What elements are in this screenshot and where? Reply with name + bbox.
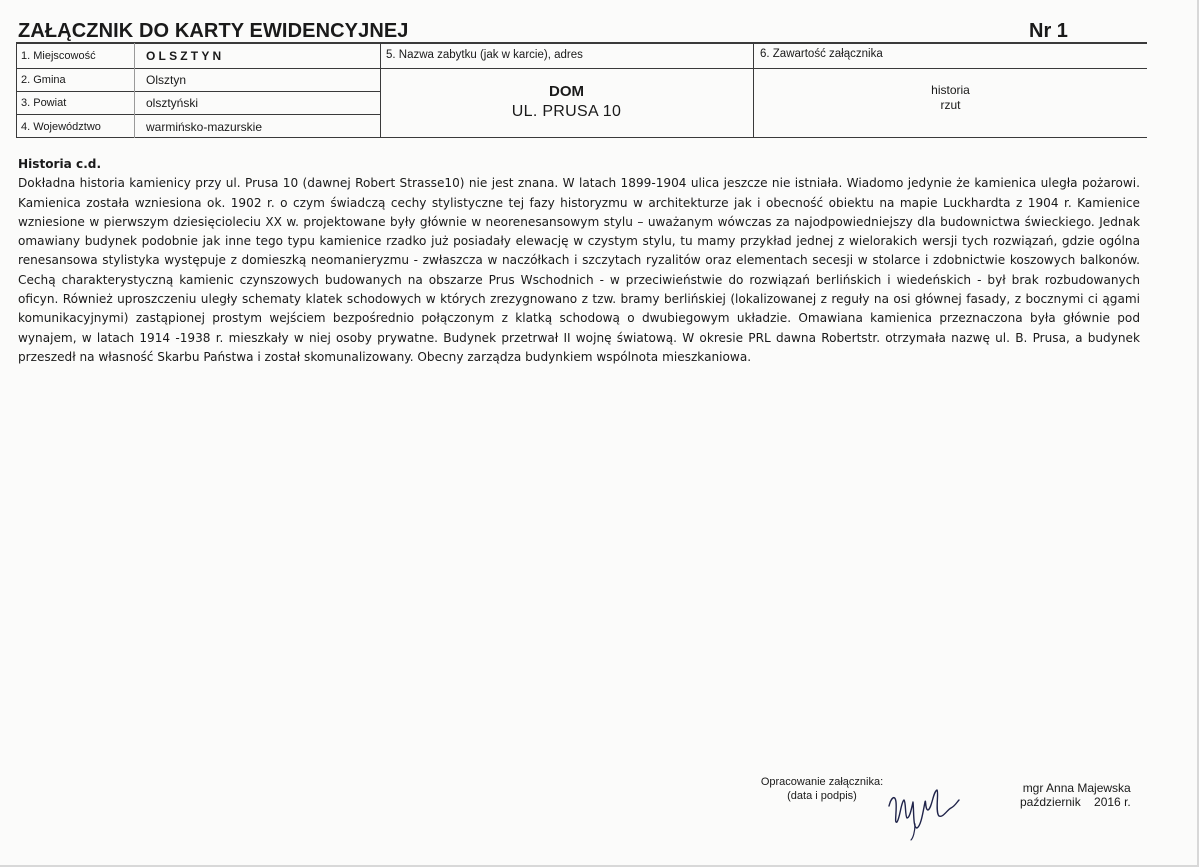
gmina-label: 2. Gmina xyxy=(21,74,66,86)
table-row-rule xyxy=(16,114,380,115)
author-name: mgr Anna Majewska xyxy=(1022,781,1131,795)
history-text: Dokładna historia kamienicy przy ul. Prusa 10 (dawnej Robert Strasse10) nie jest znana. W latach 1899-1904 ulica jeszcze nie istniała. Wiadomo jedynie że kamienica uległa pożarowi. Kamienica została wzniesiona ok. 1902 r. o czym świadczą cechy stylistyczne tej fazy historyzmu w architekturze jak i obecność obiektu na mapie Luckhardta z 1904 r. Kamienice wzniesione w pierwszym dziesięcioleciu XX w. projektowane były głównie w neorenesansowym stylu – uważanym wówczas za najodpowiedniejszy dla budownictwa świeckiego. Jednak omawiany budynek podobnie jak inne tego typu kamienice rzadko już posiadały elewację w czystym stylu, tu mamy przykład jednej z wielorakich wersji tych rozwiązań, gdzie ogólna renesansowa stylistyka występuje z domieszką neomanieryzmu - zwłaszcza w naczółkach i szczytach ryzalitów oraz elementach secesji w stolarce i zdobnictwie koszowych balkonów. Cechą charakterystyczną kamienic czynszowych budowanych na obszarze Prus Wschodnich - w przeciwieństwie do rozwiązań berlińskich i wiedeńskich - był brak rozbudowanych oficyn. Również uproszczeniu uległy schematy klatek schodowych w których zrezygnowano z tzw. bramy berlińskiej (lokalizowanej z reguły na osi głównej fasady, z bocznymi ci ągami komunikacyjnymi) zastąpionej prostym wejściem bezpośrednio połączonym z klatką schodową o dwubiegowym układzie. Omawiana kamienica przeznaczona była głównie pod wynajem, w latach 1914 -1938 r. mieszkały w niej osoby prywatne. Budynek przetrwał II wojnę światową. W okresie PRL dawna Robertstr. otrzymała nazwę ul. B. Prusa, a budynek przeszedł na własność Skarbu Państwa i został skomunalizowany. Obecny zarządza budynkiem wspólnota mieszkaniowa. xyxy=(18,176,1140,364)
wojewodztwo-label: 4. Województwo xyxy=(21,121,101,133)
miejscowosc-label: 1. Miejscowość xyxy=(21,50,96,62)
table-row-rule xyxy=(16,91,380,92)
prepared-by-label-line2: (data i podpis) xyxy=(787,790,857,802)
document-title: ZAŁĄCZNIK DO KARTY EWIDENCYJNEJ xyxy=(18,20,409,42)
table-row-rule xyxy=(16,68,380,69)
powiat-value: olsztyński xyxy=(146,96,199,110)
table-header-rule xyxy=(380,68,1147,69)
miejscowosc-value: OLSZTYN xyxy=(146,49,225,63)
history-section xyxy=(18,155,1140,367)
attachment-content-1: historia xyxy=(931,83,970,97)
author-date: październik 2016 r. xyxy=(1020,795,1131,809)
history-heading: Historia c.d. xyxy=(18,157,102,171)
handwritten-signature xyxy=(885,772,965,842)
prepared-by-label-line1: Opracowanie załącznika: xyxy=(760,776,884,788)
monument-address: UL. PRUSA 10 xyxy=(511,103,622,120)
document-number: Nr 1 xyxy=(1029,20,1068,42)
zawartosc-label: 6. Zawartość załącznika xyxy=(760,48,883,60)
attachment-content-2: rzut xyxy=(940,98,961,112)
table-left-border xyxy=(16,43,17,138)
gmina-value: Olsztyn xyxy=(146,73,187,87)
table-top-rule xyxy=(16,42,1147,44)
table-column-rule xyxy=(134,43,135,138)
wojewodztwo-value: warmińsko-mazurskie xyxy=(146,120,263,134)
prepared-by-label xyxy=(757,775,887,803)
powiat-label: 3. Powiat xyxy=(21,97,67,109)
table-bottom-rule xyxy=(16,137,1147,138)
nazwa-zabytku-label: 5. Nazwa zabytku (jak w karcie), adres xyxy=(386,49,583,61)
monument-name: DOM xyxy=(549,83,584,100)
author-block xyxy=(1020,781,1131,809)
